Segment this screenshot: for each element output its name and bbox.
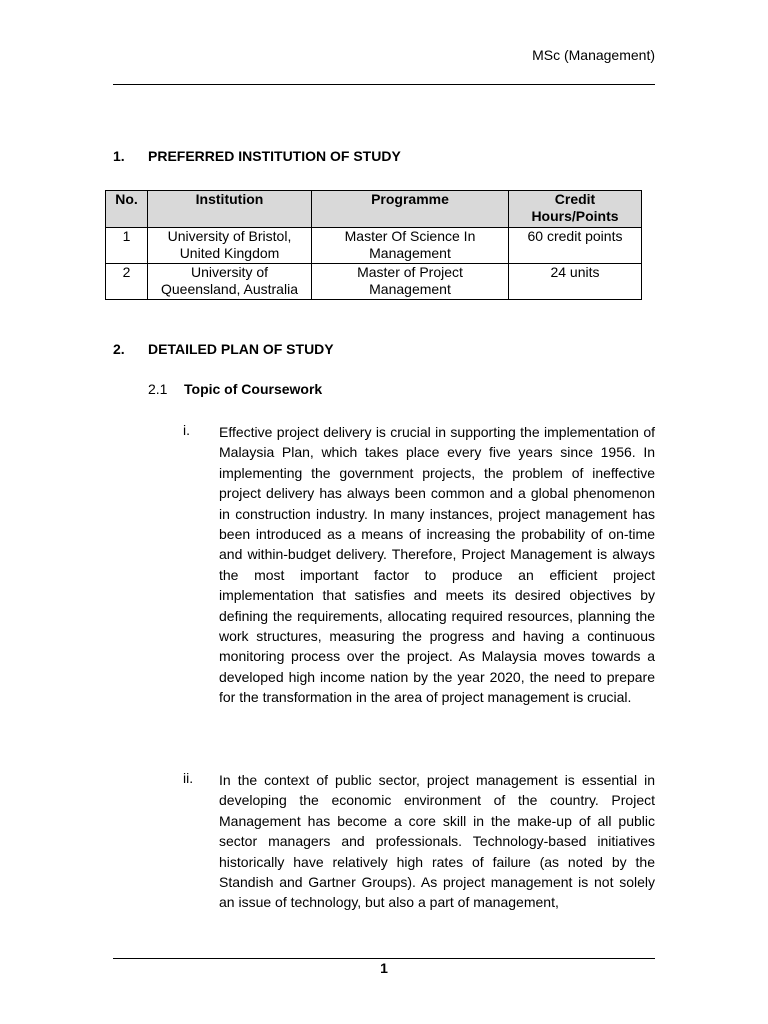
list-marker: ii. (183, 770, 194, 786)
running-header: MSc (Management) (532, 47, 655, 63)
table-header-cell: Programme (312, 191, 509, 228)
table-cell: 2 (106, 264, 148, 300)
table-header-cell: Credit Hours/Points (509, 191, 642, 228)
table-cell: Master Of Science In Management (312, 228, 509, 264)
table-cell: 60 credit points (509, 228, 642, 264)
section-2-title: DETAILED PLAN OF STUDY (148, 341, 334, 357)
paragraph: In the context of public sector, project management is essential in developing the economic environment of the country. Project Management has become a core skill in the make-up of all public sector managers and professionals. Technology-based initiatives historically have relatively high rates of failure (as noted by the Standish and Gartner Groups). As project management is not solely an issue of technology, but also a part of management, (219, 772, 655, 911)
section-1-title: PREFERRED INSTITUTION OF STUDY (148, 148, 401, 164)
header-rule (113, 84, 655, 85)
footer-rule (113, 958, 655, 959)
subsection-title: Topic of Coursework (184, 381, 323, 397)
paragraph: Effective project delivery is crucial in supporting the implementation of Malaysia Plan, which takes place every five years since 1956. In implementing the government projects, the problem of ineffective project delivery has always been common and a global phenomenon in construction industry. In many instances, project management has been introduced as a means of increasing the probability of on-time and within-budget delivery. Therefore, Project Management is always the most important factor to produce an efficient project implementation that satisfies and meets its desired objectives by defining the requirements, allocating required resources, planning the work structures, measuring the progress and having a continuous monitoring process over the project. As Malaysia moves towards a developed high income nation by the year 2020, the need to prepare for the transformation in the area of project management is crucial. (219, 424, 655, 706)
table-cell: 24 units (509, 264, 642, 300)
table-row (106, 228, 642, 264)
table-cell: University of Queensland, Australia (148, 264, 312, 300)
section-1-heading (113, 148, 401, 164)
table-row (106, 264, 642, 300)
table-header-cell: Institution (148, 191, 312, 228)
table-header-row (106, 191, 642, 228)
section-2-number: 2. (113, 341, 125, 357)
subsection-heading (148, 381, 322, 397)
section-1-number: 1. (113, 148, 125, 164)
table-header-cell: No. (106, 191, 148, 228)
table-cell: University of Bristol, United Kingdom (148, 228, 312, 264)
page-number: 1 (380, 960, 388, 976)
list-item (183, 422, 655, 708)
list-marker: i. (183, 422, 190, 438)
subsection-number: 2.1 (148, 381, 168, 397)
table-cell: Master of Project Management (312, 264, 509, 300)
table-cell: 1 (106, 228, 148, 264)
list-item (183, 770, 655, 913)
section-2-heading (113, 341, 334, 357)
institution-table (105, 190, 642, 300)
